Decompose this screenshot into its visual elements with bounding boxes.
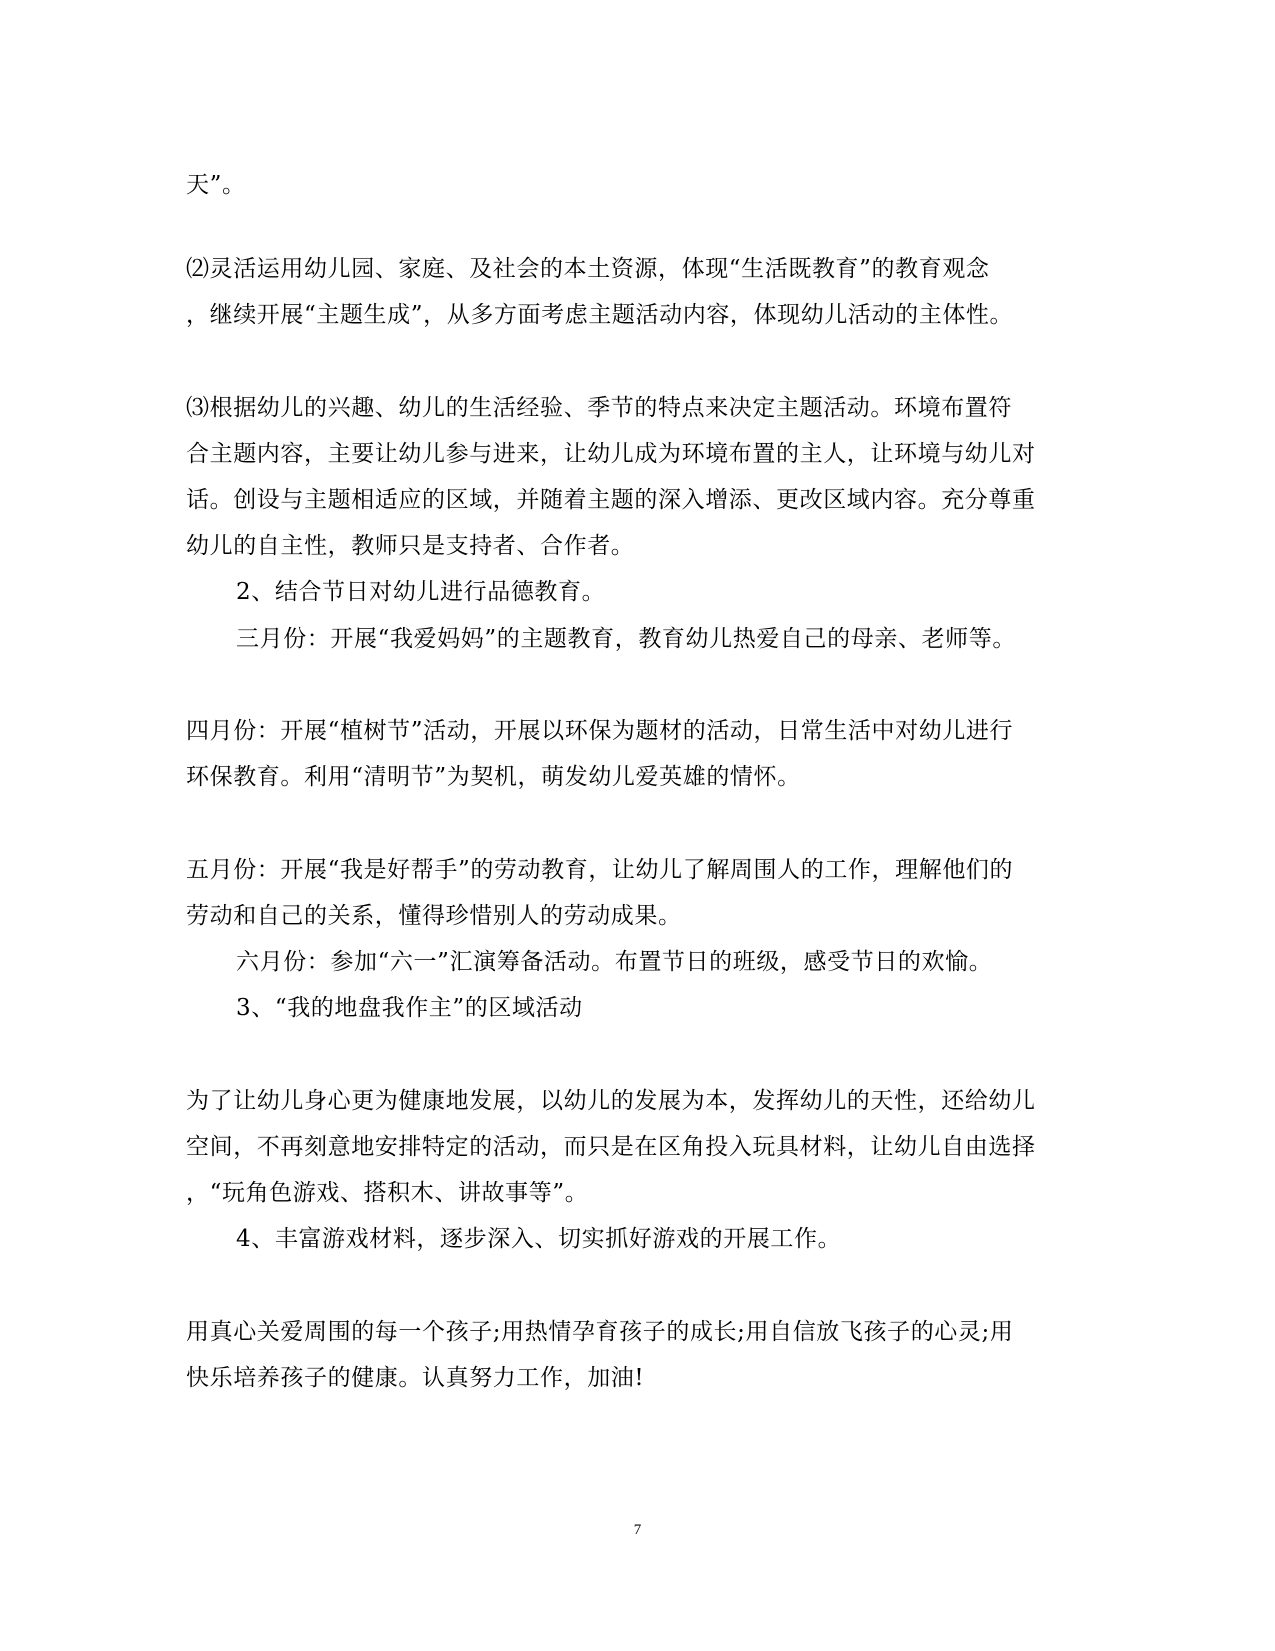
text-line: ⑵灵活运用幼儿园、家庭、及社会的本土资源，体现“生活既教育”的教育观念 [186,256,990,282]
text-line: 四月份：开展“植树节”活动，开展以环保为题材的活动，日常生活中对幼儿进行 [186,718,1014,744]
text-line: ，“玩角色游戏、搭积木、讲故事等”。 [186,1180,589,1206]
text-line: 为了让幼儿身心更为健康地发展，以幼儿的发展为本，发挥幼儿的天性，还给幼儿 [186,1088,1036,1114]
text-line: 合主题内容，主要让幼儿参与进来，让幼儿成为环境布置的主人，让环境与幼儿对 [186,441,1036,467]
page-number: 7 [633,1522,642,1538]
text-line: 用真心关爱周围的每一个孩子;用热情孕育孩子的成长;用自信放飞孩子的心灵;用 [186,1319,1014,1345]
text-line: 话。创设与主题相适应的区域，并随着主题的深入增添、更改区域内容。充分尊重 [186,487,1036,513]
text-line: ，继续开展“主题生成”，从多方面考虑主题活动内容，体现幼儿活动的主体性。 [186,302,1014,328]
text-line: 天”。 [186,172,246,198]
text-line: 三月份：开展“我爱妈妈”的主题教育，教育幼儿热爱自己的母亲、老师等。 [236,626,1016,652]
text-line: 空间，不再刻意地安排特定的活动，而只是在区角投入玩具材料，让幼儿自由选择 [186,1134,1036,1160]
text-line: 3、“我的地盘我作主”的区域活动 [236,995,583,1021]
text-line: 劳动和自己的关系，懂得珍惜别人的劳动成果。 [186,903,682,929]
text-line: ⑶根据幼儿的兴趣、幼儿的生活经验、季节的特点来决定主题活动。环境布置符 [186,395,1012,421]
text-line: 快乐培养孩子的健康。认真努力工作，加油! [186,1365,645,1391]
text-line: 环保教育。利用“清明节”为契机，萌发幼儿爱英雄的情怀。 [186,764,801,790]
text-line: 4、丰富游戏材料，逐步深入、切实抓好游戏的开展工作。 [236,1226,842,1252]
text-line: 六月份：参加“六一”汇演筹备活动。布置节日的班级，感受节日的欢愉。 [236,949,993,975]
text-line: 2、结合节日对幼儿进行品德教育。 [236,579,606,605]
text-line: 五月份：开展“我是好帮手”的劳动教育，让幼儿了解周围人的工作，理解他们的 [186,857,1014,883]
text-line: 幼儿的自主性，教师只是支持者、合作者。 [186,533,635,559]
